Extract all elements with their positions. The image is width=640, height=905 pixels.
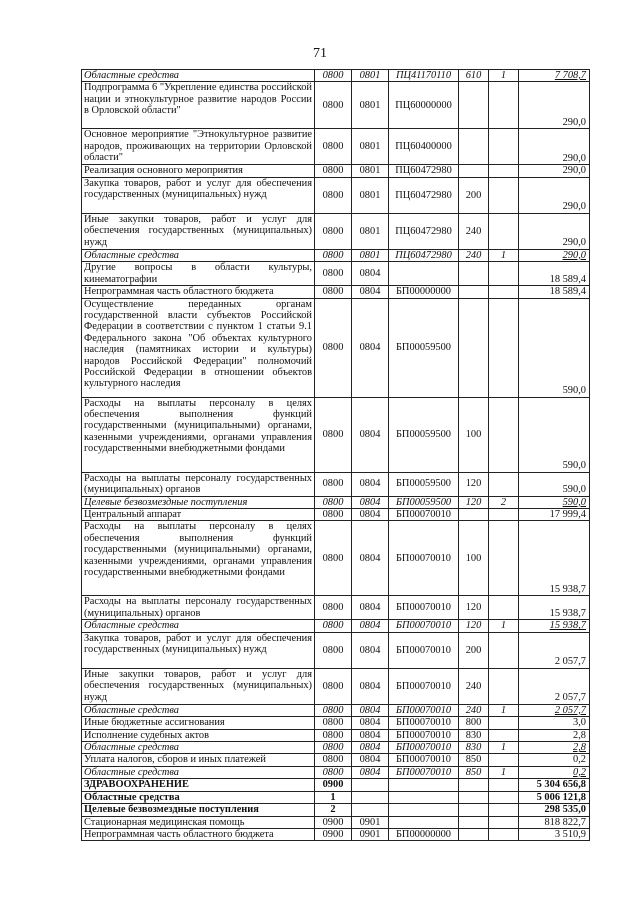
cell-name: Центральный аппарат (82, 509, 315, 521)
table-row (82, 704, 590, 716)
cell-pr: 0804 (352, 496, 389, 508)
cell-csr: БП00000000 (389, 828, 459, 840)
cell-vr: 100 (459, 397, 489, 472)
cell-amount: 3,0 (519, 717, 590, 729)
budget-table-body (82, 70, 590, 841)
cell-csr: БП00070010 (389, 754, 459, 766)
cell-pr: 0804 (352, 620, 389, 632)
table-row (82, 754, 590, 766)
table-row (82, 828, 590, 840)
cell-vr: 850 (459, 754, 489, 766)
page-number: 71 (313, 46, 327, 61)
cell-vr: 800 (459, 717, 489, 729)
cell-name: Реализация основного мероприятия (82, 165, 315, 177)
cell-pr: 0804 (352, 472, 389, 496)
cell-csr: БП00000000 (389, 286, 459, 298)
table-row (82, 129, 590, 165)
cell-pr: 0901 (352, 828, 389, 840)
cell-rz: 0900 (315, 779, 352, 791)
cell-name: Закупка товаров, работ и услуг для обеспечения государственных (муниципальных) нужд (82, 177, 315, 213)
cell-src (489, 754, 519, 766)
cell-csr: ПЦ41170110 (389, 70, 459, 82)
cell-csr: БП00070010 (389, 632, 459, 668)
cell-amount: 590,0 (519, 397, 590, 472)
cell-src (489, 509, 519, 521)
cell-pr: 0804 (352, 286, 389, 298)
cell-rz: 0800 (315, 165, 352, 177)
cell-pr: 0801 (352, 82, 389, 129)
cell-pr: 0804 (352, 742, 389, 754)
cell-vr (459, 165, 489, 177)
cell-pr: 0804 (352, 729, 389, 741)
table-row (82, 742, 590, 754)
cell-src (489, 521, 519, 596)
cell-name: Осуществление переданных органам государственной власти субъектов Российской Федерации в соответствии с пунктом 1 статьи 9.1 Федерального закона "Об объектах культурного наследия (памятниках истории и культуры) народов Российской Федерации" полномочий Российской Федерации в отношении объектов культурного наследия (82, 298, 315, 397)
table-row (82, 397, 590, 472)
cell-vr (459, 779, 489, 791)
cell-src: 1 (489, 620, 519, 632)
table-row (82, 620, 590, 632)
cell-name: Областные средства (82, 620, 315, 632)
table-row (82, 668, 590, 704)
cell-name: Расходы на выплаты персоналу государственных (муниципальных) органов (82, 596, 315, 620)
cell-amount: 2,8 (519, 742, 590, 754)
cell-src (489, 791, 519, 803)
table-row (82, 729, 590, 741)
cell-name: Расходы на выплаты персоналу государственных (муниципальных) органов (82, 472, 315, 496)
cell-rz: 0800 (315, 632, 352, 668)
cell-csr: ПЦ60472980 (389, 213, 459, 249)
table-row (82, 632, 590, 668)
cell-amount: 290,0 (519, 213, 590, 249)
cell-csr: БП00070010 (389, 521, 459, 596)
cell-vr: 610 (459, 70, 489, 82)
cell-pr: 0801 (352, 249, 389, 261)
cell-rz: 0800 (315, 509, 352, 521)
cell-rz: 0800 (315, 521, 352, 596)
cell-name: Подпрограмма 6 "Укрепление единства российской нации и этнокультурное развитие народов России в Орловской области" (82, 82, 315, 129)
cell-amount: 290,0 (519, 82, 590, 129)
cell-rz: 0800 (315, 298, 352, 397)
cell-csr: БП00070010 (389, 766, 459, 778)
cell-src (489, 165, 519, 177)
cell-name: Иные бюджетные ассигнования (82, 717, 315, 729)
cell-name: Расходы на выплаты персоналу в целях обеспечения выполнения функций государственными (муниципальными) органами, казенными учреждениями, органами управления государственными внебюджетными фондами (82, 521, 315, 596)
cell-src: 2 (489, 496, 519, 508)
cell-amount: 3 510,9 (519, 828, 590, 840)
cell-pr: 0804 (352, 521, 389, 596)
cell-csr: БП00059500 (389, 472, 459, 496)
cell-vr: 100 (459, 521, 489, 596)
cell-rz: 0800 (315, 472, 352, 496)
budget-table (81, 69, 590, 841)
cell-amount: 298 535,0 (519, 804, 590, 816)
cell-vr: 120 (459, 472, 489, 496)
cell-src: 1 (489, 742, 519, 754)
cell-rz: 0800 (315, 129, 352, 165)
cell-vr (459, 286, 489, 298)
table-row (82, 816, 590, 828)
table-row (82, 165, 590, 177)
cell-name: Областные средства (82, 704, 315, 716)
cell-rz: 0800 (315, 754, 352, 766)
cell-name: Областные средства (82, 249, 315, 261)
cell-pr: 0901 (352, 816, 389, 828)
cell-amount: 5 006 121,8 (519, 791, 590, 803)
cell-rz: 0800 (315, 620, 352, 632)
table-row (82, 804, 590, 816)
cell-name: Иные закупки товаров, работ и услуг для обеспечения государственных (муниципальных) нужд (82, 668, 315, 704)
cell-pr (352, 791, 389, 803)
cell-amount: 15 938,7 (519, 596, 590, 620)
table-row (82, 779, 590, 791)
cell-rz: 0800 (315, 213, 352, 249)
cell-csr: БП00070010 (389, 620, 459, 632)
cell-src (489, 779, 519, 791)
cell-rz: 2 (315, 804, 352, 816)
cell-amount: 818 822,7 (519, 816, 590, 828)
cell-csr: БП00070010 (389, 596, 459, 620)
cell-amount: 18 589,4 (519, 262, 590, 286)
cell-src (489, 286, 519, 298)
cell-pr: 0804 (352, 704, 389, 716)
cell-rz: 0800 (315, 82, 352, 129)
cell-name: Областные средства (82, 70, 315, 82)
cell-name: Иные закупки товаров, работ и услуг для обеспечения государственных (муниципальных) нужд (82, 213, 315, 249)
cell-csr: БП00059500 (389, 298, 459, 397)
table-row (82, 262, 590, 286)
cell-vr: 240 (459, 668, 489, 704)
cell-src (489, 129, 519, 165)
cell-src (489, 298, 519, 397)
cell-rz: 0800 (315, 668, 352, 704)
cell-name: Непрограммная часть областного бюджета (82, 828, 315, 840)
cell-csr: ПЦ60472980 (389, 249, 459, 261)
cell-name: Уплата налогов, сборов и иных платежей (82, 754, 315, 766)
cell-vr (459, 82, 489, 129)
cell-csr: БП00059500 (389, 496, 459, 508)
cell-src: 1 (489, 249, 519, 261)
table-row (82, 791, 590, 803)
cell-pr: 0801 (352, 165, 389, 177)
cell-name: Основное мероприятие "Этнокультурное развитие народов, проживающих на территории Орловской области" (82, 129, 315, 165)
cell-vr: 850 (459, 766, 489, 778)
cell-name: Областные средства (82, 791, 315, 803)
cell-vr: 120 (459, 496, 489, 508)
cell-vr (459, 816, 489, 828)
cell-csr: БП00059500 (389, 397, 459, 472)
cell-amount: 290,0 (519, 129, 590, 165)
cell-amount: 2 057,7 (519, 668, 590, 704)
cell-src: 1 (489, 70, 519, 82)
cell-amount: 2,8 (519, 729, 590, 741)
table-row (82, 472, 590, 496)
cell-amount: 2 057,7 (519, 704, 590, 716)
cell-rz: 0800 (315, 704, 352, 716)
cell-amount: 7 708,7 (519, 70, 590, 82)
cell-rz: 0800 (315, 286, 352, 298)
cell-vr: 240 (459, 213, 489, 249)
cell-vr (459, 804, 489, 816)
cell-name: ЗДРАВООХРАНЕНИЕ (82, 779, 315, 791)
cell-src (489, 632, 519, 668)
cell-rz: 0800 (315, 262, 352, 286)
cell-vr (459, 298, 489, 397)
cell-pr: 0804 (352, 717, 389, 729)
cell-csr: ПЦ60472980 (389, 177, 459, 213)
cell-amount: 590,0 (519, 496, 590, 508)
cell-amount: 2 057,7 (519, 632, 590, 668)
cell-rz: 0800 (315, 729, 352, 741)
cell-rz: 0800 (315, 717, 352, 729)
cell-amount: 290,0 (519, 177, 590, 213)
cell-rz: 0800 (315, 397, 352, 472)
cell-pr: 0804 (352, 298, 389, 397)
cell-pr: 0801 (352, 70, 389, 82)
cell-rz: 0800 (315, 496, 352, 508)
cell-amount: 290,0 (519, 165, 590, 177)
cell-name: Закупка товаров, работ и услуг для обеспечения государственных (муниципальных) нужд (82, 632, 315, 668)
cell-src (489, 816, 519, 828)
table-row (82, 496, 590, 508)
cell-src (489, 82, 519, 129)
cell-pr: 0804 (352, 754, 389, 766)
cell-csr: БП00070010 (389, 704, 459, 716)
cell-csr: БП00070010 (389, 717, 459, 729)
cell-pr: 0804 (352, 766, 389, 778)
cell-src (489, 668, 519, 704)
cell-name: Непрограммная часть областного бюджета (82, 286, 315, 298)
cell-rz: 0800 (315, 249, 352, 261)
cell-vr: 120 (459, 620, 489, 632)
table-row (82, 509, 590, 521)
cell-src (489, 262, 519, 286)
cell-amount: 18 589,4 (519, 286, 590, 298)
cell-csr: БП00070010 (389, 509, 459, 521)
cell-vr: 200 (459, 177, 489, 213)
cell-pr: 0804 (352, 632, 389, 668)
cell-vr: 240 (459, 704, 489, 716)
cell-csr (389, 262, 459, 286)
table-row (82, 596, 590, 620)
cell-src (489, 717, 519, 729)
cell-csr: БП00070010 (389, 742, 459, 754)
cell-pr: 0804 (352, 397, 389, 472)
table-row (82, 717, 590, 729)
cell-src: 1 (489, 766, 519, 778)
cell-name: Областные средства (82, 742, 315, 754)
cell-pr (352, 804, 389, 816)
cell-pr: 0804 (352, 596, 389, 620)
cell-name: Стационарная медицинская помощь (82, 816, 315, 828)
table-row (82, 70, 590, 82)
cell-rz: 0800 (315, 742, 352, 754)
cell-vr: 240 (459, 249, 489, 261)
cell-src (489, 177, 519, 213)
cell-src (489, 828, 519, 840)
cell-src (489, 596, 519, 620)
cell-vr: 830 (459, 742, 489, 754)
cell-vr (459, 828, 489, 840)
cell-rz: 1 (315, 791, 352, 803)
table-row (82, 766, 590, 778)
table-row (82, 521, 590, 596)
table-row (82, 213, 590, 249)
cell-amount: 15 938,7 (519, 521, 590, 596)
cell-name: Расходы на выплаты персоналу в целях обеспечения выполнения функций государственными (муниципальными) органами, казенными учреждениями, органами управления государственными внебюджетными фондами (82, 397, 315, 472)
cell-name: Целевые безвозмездные поступления (82, 496, 315, 508)
cell-amount: 590,0 (519, 298, 590, 397)
table-row (82, 177, 590, 213)
cell-pr: 0804 (352, 668, 389, 704)
cell-csr: БП00070010 (389, 729, 459, 741)
cell-rz: 0800 (315, 766, 352, 778)
cell-amount: 15 938,7 (519, 620, 590, 632)
cell-csr (389, 804, 459, 816)
cell-csr (389, 791, 459, 803)
cell-vr (459, 791, 489, 803)
cell-name: Другие вопросы в области культуры, кинематографии (82, 262, 315, 286)
cell-vr: 120 (459, 596, 489, 620)
cell-pr: 0801 (352, 129, 389, 165)
cell-csr: ПЦ60472980 (389, 165, 459, 177)
cell-vr (459, 509, 489, 521)
cell-src (489, 804, 519, 816)
cell-csr (389, 816, 459, 828)
cell-vr: 200 (459, 632, 489, 668)
cell-rz: 0800 (315, 596, 352, 620)
cell-vr (459, 129, 489, 165)
cell-pr (352, 779, 389, 791)
cell-amount: 290,0 (519, 249, 590, 261)
cell-pr: 0801 (352, 177, 389, 213)
cell-amount: 0,2 (519, 766, 590, 778)
cell-rz: 0900 (315, 828, 352, 840)
cell-rz: 0800 (315, 70, 352, 82)
cell-pr: 0801 (352, 213, 389, 249)
cell-vr: 830 (459, 729, 489, 741)
cell-pr: 0804 (352, 509, 389, 521)
cell-vr (459, 262, 489, 286)
cell-rz: 0800 (315, 177, 352, 213)
cell-amount: 0,2 (519, 754, 590, 766)
table-row (82, 249, 590, 261)
cell-csr: ПЦ60000000 (389, 82, 459, 129)
cell-amount: 590,0 (519, 472, 590, 496)
cell-csr: ПЦ60400000 (389, 129, 459, 165)
table-row (82, 82, 590, 129)
cell-src (489, 397, 519, 472)
cell-csr: БП00070010 (389, 668, 459, 704)
cell-src (489, 729, 519, 741)
cell-name: Исполнение судебных актов (82, 729, 315, 741)
cell-src (489, 213, 519, 249)
cell-amount: 5 304 656,8 (519, 779, 590, 791)
cell-amount: 17 999,4 (519, 509, 590, 521)
cell-src (489, 472, 519, 496)
cell-src: 1 (489, 704, 519, 716)
cell-name: Целевые безвозмездные поступления (82, 804, 315, 816)
cell-rz: 0900 (315, 816, 352, 828)
table-row (82, 286, 590, 298)
table-row (82, 298, 590, 397)
cell-name: Областные средства (82, 766, 315, 778)
cell-pr: 0804 (352, 262, 389, 286)
cell-csr (389, 779, 459, 791)
